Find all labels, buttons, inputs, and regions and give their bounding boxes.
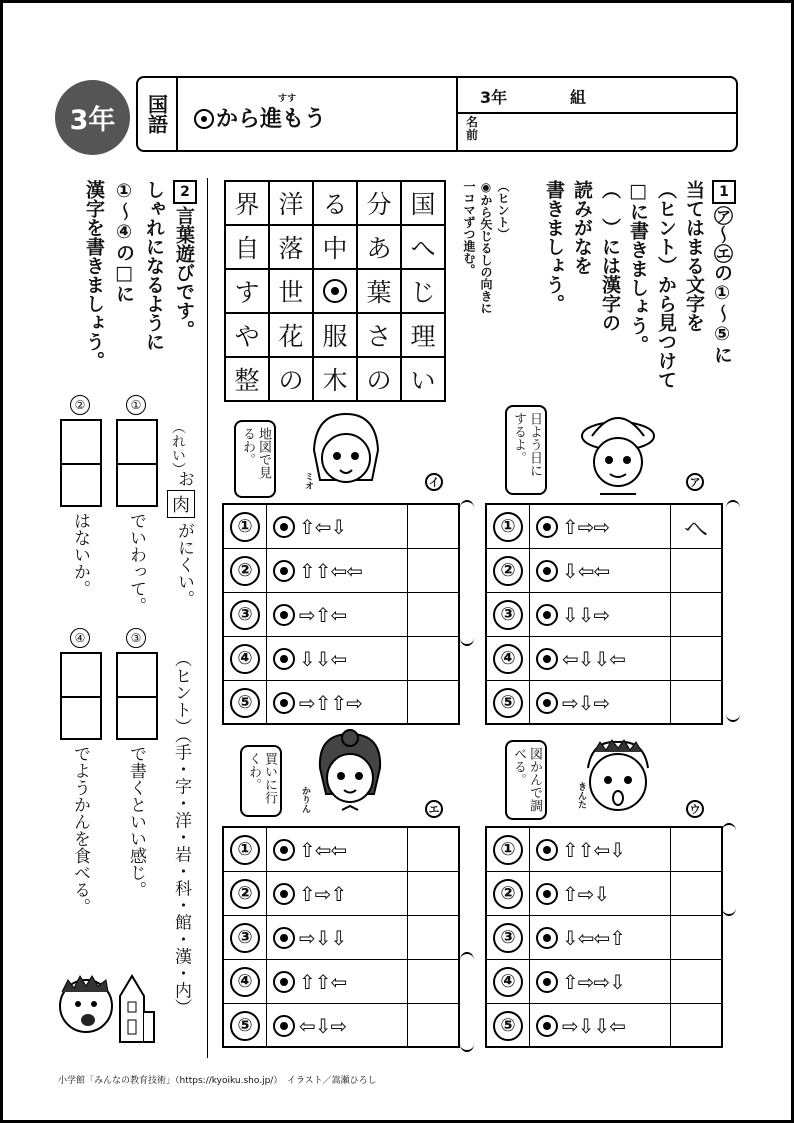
table-row: ⑤ ⇦⇩⇨ xyxy=(224,1004,458,1048)
answer-cell[interactable] xyxy=(409,828,457,871)
question-1-line-2: 当てはまる文字を xyxy=(683,180,705,332)
question-2-line-3: ①〜④の□に xyxy=(113,180,135,303)
hint-title: （ヒント） xyxy=(496,180,510,240)
table-u xyxy=(485,826,723,1048)
table-row: ① ⇧⇨⇨ へ xyxy=(487,505,721,549)
start-mark-icon xyxy=(536,560,558,582)
item-text: で書くといい感じ。 xyxy=(126,745,146,898)
answer-cell[interactable] xyxy=(672,960,720,1003)
answer-cell[interactable] xyxy=(672,916,720,959)
item-text: はないか。 xyxy=(70,512,90,597)
item-text: でようかんを食べる。 xyxy=(70,745,90,915)
subject-label: 国語 xyxy=(138,78,178,150)
table-row: ④ ⇧⇧⇦ xyxy=(224,960,458,1004)
table-row: ④ ⇧⇨⇨⇩ xyxy=(487,960,721,1004)
item-number: ③ xyxy=(126,628,146,648)
start-mark-icon xyxy=(273,927,295,949)
speech-bubble-e: 買いに行くわ。 xyxy=(240,745,282,817)
label-u: ウ xyxy=(686,800,704,818)
boy-kinta-illustration xyxy=(578,738,658,824)
grid-cell: 整 xyxy=(225,357,269,401)
boy-eating-and-building-illustration xyxy=(50,962,160,1050)
table-row: ① ⇧⇦⇩ xyxy=(224,505,458,549)
answer-cell[interactable] xyxy=(672,593,720,636)
label-e: エ xyxy=(425,800,443,818)
table-row: ① ⇧⇦⇦ xyxy=(224,828,458,872)
grid-cell: 分 xyxy=(357,181,401,225)
answer-cell[interactable] xyxy=(409,916,457,959)
start-mark-icon xyxy=(273,604,295,626)
speech-bubble-u: 図かんで調べる。 xyxy=(505,740,547,820)
start-mark-icon xyxy=(273,1015,295,1037)
answer-box-3[interactable] xyxy=(116,652,158,740)
reading-paren-close xyxy=(726,706,740,722)
grid-cell: 自 xyxy=(225,225,269,269)
reading-paren-open xyxy=(460,952,474,968)
grid-cell: る xyxy=(313,181,357,225)
table-row: ⑤ ⇨⇩⇨ xyxy=(487,681,721,725)
start-mark-icon xyxy=(536,839,558,861)
grid-cell: 花 xyxy=(269,313,313,357)
title-ruby: すす xyxy=(278,94,297,104)
reading-paren-open xyxy=(460,500,474,516)
question-2-line-4: 漢字を書きましょう。 xyxy=(83,180,105,370)
answer-cell[interactable] xyxy=(409,681,457,724)
table-row: ① ⇧⇧⇦⇩ xyxy=(487,828,721,872)
grid-cell: さ xyxy=(357,313,401,357)
girl-mio-illustration xyxy=(306,410,386,502)
start-mark-icon xyxy=(536,648,558,670)
table-e xyxy=(222,826,460,1048)
table-row: ④ ⇩⇩⇦ xyxy=(224,637,458,681)
answer-cell[interactable] xyxy=(409,637,457,680)
question-1-line-7: 書きましょう。 xyxy=(543,180,565,313)
item-number: ② xyxy=(70,395,90,415)
header xyxy=(136,76,738,152)
question-1-line-4: □に書きましょう。 xyxy=(627,180,649,354)
table-row: ② ⇧⇨⇧ xyxy=(224,872,458,916)
grid-cell: 界 xyxy=(225,181,269,225)
start-mark-icon xyxy=(273,516,295,538)
speech-bubble-a: 日よう日にするよ。 xyxy=(505,405,547,495)
question-1-line-6: 読みがなを xyxy=(571,180,593,275)
start-mark-icon xyxy=(536,692,558,714)
footer-credit: 小学館「みんなの教育技術」（https://kyoiku.sho.jp/） イラスト／嵩瀬ひろし xyxy=(58,1076,377,1086)
question-2-line-1: 言葉遊びです。 xyxy=(173,206,195,339)
answer-box-4[interactable] xyxy=(60,652,102,740)
kanji-grid xyxy=(224,180,446,402)
table-row: ④ ⇦⇩⇩⇦ xyxy=(487,637,721,681)
reading-paren-open xyxy=(722,823,736,839)
start-mark-icon xyxy=(273,883,295,905)
table-row: ② ⇧⇨⇩ xyxy=(487,872,721,916)
grid-cell: 国 xyxy=(401,181,445,225)
start-mark-icon xyxy=(273,648,295,670)
start-mark-icon xyxy=(536,971,558,993)
question-1-number: 1 xyxy=(712,180,736,204)
grid-cell: い xyxy=(401,357,445,401)
hint-kanji-list: （ヒント）（手・字・洋・岩・科・館・漢・内） xyxy=(171,650,191,1016)
start-mark-icon xyxy=(536,927,558,949)
answer-cell[interactable]: へ xyxy=(684,515,708,543)
example-pre: お xyxy=(174,470,194,487)
table-row: ② ⇩⇦⇦ xyxy=(487,549,721,593)
label-i: イ xyxy=(425,473,443,491)
start-mark-icon xyxy=(536,604,558,626)
answer-cell[interactable] xyxy=(672,681,720,724)
start-mark-icon xyxy=(273,971,295,993)
table-row: ③ ⇨⇧⇦ xyxy=(224,593,458,637)
boy-detective-illustration xyxy=(578,410,660,500)
hint-line-2: 一コマずつ進む。 xyxy=(462,180,476,276)
table-row: ③ ⇩⇦⇦⇧ xyxy=(487,916,721,960)
grid-cell: す xyxy=(225,269,269,313)
answer-cell[interactable] xyxy=(672,637,720,680)
answer-cell[interactable] xyxy=(409,1004,457,1047)
page-title: から進もう すす xyxy=(194,102,326,133)
item-number: ① xyxy=(126,395,146,415)
name-mio: ミオ xyxy=(303,472,313,490)
name-label: 名前 xyxy=(466,115,479,142)
start-mark-icon xyxy=(536,516,558,538)
name-karin: かりん xyxy=(300,786,310,813)
question-1-line-5: （ ）には漢字の xyxy=(599,180,621,332)
grid-cell: の xyxy=(357,357,401,401)
start-mark-icon xyxy=(323,279,347,303)
question-2-line-2: しゃれになるように xyxy=(143,180,165,351)
item-text: でいわって。 xyxy=(126,512,146,614)
reading-paren-close xyxy=(460,1036,474,1052)
example-post: がにくい。 xyxy=(174,522,194,607)
answer-box-1[interactable] xyxy=(116,419,158,507)
grid-cell: 世 xyxy=(269,269,313,313)
grid-cell: じ xyxy=(401,269,445,313)
start-mark-icon xyxy=(536,1015,558,1037)
table-i xyxy=(222,503,460,725)
example-kanji-box: 肉 xyxy=(167,490,195,518)
start-mark-icon xyxy=(194,109,214,129)
girl-karin-illustration xyxy=(310,728,390,820)
grid-cell: 落 xyxy=(269,225,313,269)
table-a xyxy=(485,503,723,725)
answer-cell[interactable] xyxy=(672,828,720,871)
name-kinta: きんた xyxy=(576,782,586,809)
answer-cell[interactable] xyxy=(672,872,720,915)
grid-cell: 木 xyxy=(313,357,357,401)
answer-cell[interactable] xyxy=(409,960,457,1003)
speech-bubble-i: 地図で見るわ。 xyxy=(234,420,276,498)
grid-cell: 中 xyxy=(313,225,357,269)
start-mark-icon xyxy=(273,839,295,861)
reading-paren-close xyxy=(722,900,736,916)
table-row: ③ ⇨⇩⇩ xyxy=(224,916,458,960)
reading-paren-close xyxy=(460,630,474,646)
grade-badge: 3年 xyxy=(55,80,130,155)
grid-cell: 理 xyxy=(401,313,445,357)
question-2-number: 2 xyxy=(173,180,197,204)
grid-cell: 洋 xyxy=(269,181,313,225)
question-1-line-1: ㋐〜㋓の①〜⑤に xyxy=(711,206,733,364)
grid-cell: 服 xyxy=(313,313,357,357)
grid-cell: へ xyxy=(401,225,445,269)
hint-line-1: ◉から矢じるしの向きに xyxy=(479,180,493,314)
table-row: ③ ⇩⇩⇨ xyxy=(487,593,721,637)
start-mark-icon xyxy=(273,560,295,582)
start-mark-icon xyxy=(273,692,295,714)
class-grade: 3年 xyxy=(480,88,508,107)
table-row: ⑤ ⇨⇧⇧⇨ xyxy=(224,681,458,725)
column-divider xyxy=(207,178,208,1058)
answer-cell[interactable] xyxy=(672,1004,720,1047)
answer-cell[interactable] xyxy=(409,549,457,592)
example-label: （れい） xyxy=(170,420,186,476)
table-row: ⑤ ⇨⇩⇩⇦ xyxy=(487,1004,721,1048)
answer-box-2[interactable] xyxy=(60,419,102,507)
grid-cell: の xyxy=(269,357,313,401)
name-box xyxy=(456,78,738,150)
item-number: ④ xyxy=(70,628,90,648)
grid-cell: 葉 xyxy=(357,269,401,313)
start-mark-icon xyxy=(536,883,558,905)
class-suffix: 組 xyxy=(570,88,587,107)
answer-cell[interactable] xyxy=(409,505,457,548)
answer-cell[interactable] xyxy=(409,593,457,636)
answer-cell[interactable] xyxy=(409,872,457,915)
grid-cell: や xyxy=(225,313,269,357)
answer-cell[interactable] xyxy=(672,549,720,592)
grid-cell: あ xyxy=(357,225,401,269)
reading-paren-open xyxy=(726,500,740,516)
class-row xyxy=(458,78,738,114)
table-row: ② ⇧⇧⇦⇦ xyxy=(224,549,458,593)
question-1-line-3: （ヒント）から見つけて xyxy=(655,180,677,389)
label-a: ア xyxy=(686,473,704,491)
grid-cell-start xyxy=(313,269,357,313)
